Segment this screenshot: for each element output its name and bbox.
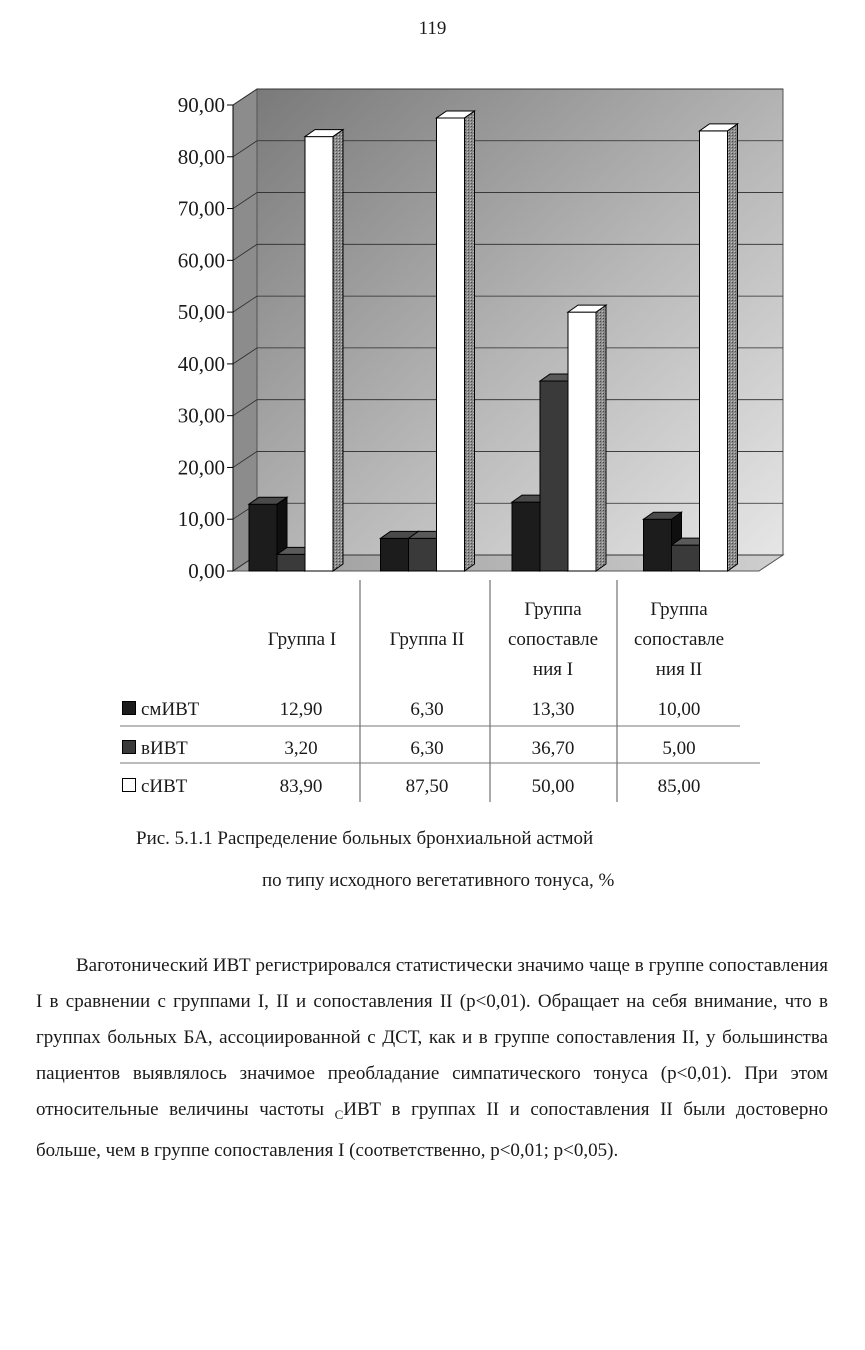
category-label-comparison-2: Группа сопоставле ния II (633, 599, 725, 680)
figure-caption-line-2: по типу исходного вегетативного тонуса, % (262, 870, 615, 891)
y-tick-label: 40,00 (177, 351, 225, 376)
y-tick-label: 20,00 (177, 455, 225, 480)
y-tick-label: 10,00 (177, 507, 225, 532)
y-tick-label: 70,00 (177, 196, 225, 221)
table-cell: 83,90 (279, 776, 323, 797)
bar-group-2-sivt-side (465, 111, 475, 571)
bar-comparison-2-smivt-front (644, 519, 672, 571)
bar-group-1-smivt-front (249, 504, 277, 571)
legend-label-vivt: вИВТ (141, 738, 188, 759)
legend-swatch-sivt (122, 778, 136, 792)
y-tick-label: 80,00 (177, 144, 225, 169)
table-cell: 36,70 (531, 738, 575, 759)
legend-label-sivt: сИВТ (141, 776, 188, 797)
bar-comparison-1-sivt (568, 305, 606, 571)
table-cell: 6,30 (410, 738, 444, 759)
bar-group-1-sivt-side (333, 130, 343, 571)
body-text-part-2: ИВТ в группах II и сопоставления II были достоверно больше, чем в группе сопоставления I (соответственно, p<0,01; p<0,05). (36, 1099, 828, 1161)
bar-group-1-sivt (305, 130, 343, 571)
table-cell: 3,20 (284, 738, 318, 759)
y-tick-label: 0,00 (188, 559, 225, 583)
bar-comparison-2-sivt (700, 124, 738, 571)
bar-group-1-sivt-front (305, 137, 333, 571)
y-tick-label: 60,00 (177, 248, 225, 273)
legend-swatch-smivt (122, 701, 136, 715)
bar-comparison-2-sivt-side (728, 124, 738, 571)
y-axis (178, 93, 233, 583)
y-tick-label: 90,00 (177, 93, 225, 117)
body-paragraph (36, 948, 828, 1169)
body-text-part-1: Ваготонический ИВТ регистрировался статистически значимо чаще в группе сопоставления I в сравнении с группами I, II и сопоставления II (p<0,01). Обращает на себя внимание, что в группах больных БА, ассоциированной с ДСТ, как и в группе сопоставления II, у большинства пациентов выявлялось значимое преобладание симпатического тонуса (p<0,01). При этом относительные величины частоты (36, 955, 828, 1120)
bar-comparison-1-sivt-side (596, 305, 606, 571)
table-cell: 10,00 (657, 699, 701, 720)
legend-vivt (122, 738, 188, 760)
bar-comparison-1-sivt-front (568, 312, 596, 571)
bar-comparison-2-sivt-front (700, 131, 728, 571)
category-label-group-2: Группа II (389, 629, 465, 650)
category-label-comparison-1: Группа сопоставле ния I (507, 599, 599, 680)
legend-label-smivt: смИВТ (141, 699, 200, 720)
table-cell: 87,50 (405, 776, 449, 797)
table-cell: 13,30 (531, 699, 575, 720)
table-cell: 6,30 (410, 699, 444, 720)
table-cell: 5,00 (662, 738, 696, 759)
bar-group-2-sivt (437, 111, 475, 571)
table-cell: 50,00 (531, 776, 575, 797)
y-tick-label: 30,00 (177, 403, 225, 428)
table-cell: 12,90 (279, 699, 323, 720)
figure-caption-line-1: Рис. 5.1.1 Распределение больных бронхиальной астмой (136, 828, 594, 849)
y-tick-label: 50,00 (177, 300, 225, 325)
bar-group-2-sivt-front (437, 118, 465, 571)
bar-group-2-vivt-front (409, 538, 437, 571)
bar-comparison-2-vivt-front (672, 545, 700, 571)
bar-group-1-vivt-front (277, 554, 305, 571)
category-label-group-1: Группа I (267, 629, 337, 650)
chart-side-wall (233, 89, 257, 571)
bar-comparison-1-smivt-front (512, 502, 540, 571)
legend-swatch-vivt (122, 740, 136, 754)
page-number: 119 (418, 18, 447, 39)
legend-sivt (122, 776, 187, 798)
bar-comparison-1-vivt-front (540, 381, 568, 571)
body-text-subscript: С (334, 1107, 344, 1122)
legend-smivt (122, 699, 199, 721)
bar-group-2-smivt-front (381, 538, 409, 571)
table-cell: 85,00 (657, 776, 701, 797)
